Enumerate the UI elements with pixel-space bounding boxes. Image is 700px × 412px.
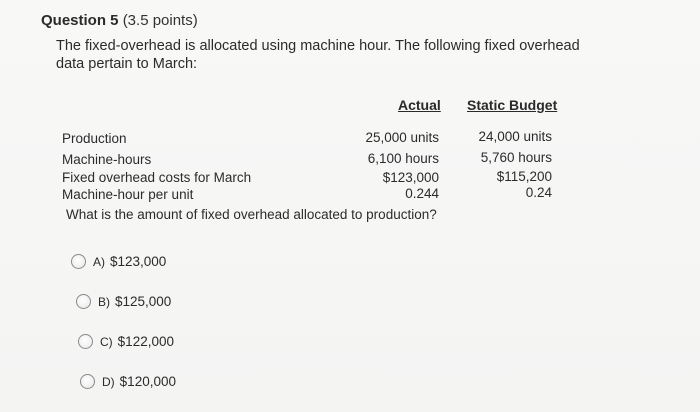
- budget-machine-hour-per-unit: 0.24: [525, 185, 552, 200]
- question-title: [41, 12, 198, 29]
- row-label-machine-hour-per-unit: Machine-hour per unit: [62, 187, 194, 202]
- option-d[interactable]: [80, 374, 176, 389]
- row-label-machine-hours: Machine-hours: [62, 152, 152, 167]
- actual-production: 25,000 units: [365, 130, 439, 145]
- option-letter: D): [102, 374, 115, 389]
- radio-button-c[interactable]: [78, 334, 93, 349]
- option-value: $120,000: [119, 374, 176, 389]
- budget-machine-hours: 5,760 hours: [480, 150, 552, 165]
- question-intro: The fixed-overhead is allocated using machine hour. The following fixed overhead data pertain to March:: [56, 38, 580, 72]
- row-label-production: Production: [62, 131, 127, 146]
- question-points: (3.5 points): [122, 12, 198, 29]
- question-number: Question 5: [41, 12, 119, 29]
- row-label-fixed-overhead: Fixed overhead costs for March: [62, 170, 252, 185]
- actual-fixed-overhead: $123,000: [382, 170, 439, 185]
- column-header-actual: Actual: [398, 97, 441, 113]
- budget-fixed-overhead: $115,200: [496, 169, 552, 184]
- column-header-static-budget: Static Budget: [467, 97, 558, 113]
- actual-machine-hours: 6,100 hours: [367, 151, 439, 166]
- option-a[interactable]: [71, 254, 166, 269]
- option-value: $123,000: [110, 254, 167, 269]
- budget-production: 24,000 units: [478, 129, 552, 144]
- option-b[interactable]: [76, 294, 171, 309]
- radio-button-a[interactable]: [71, 254, 86, 269]
- option-letter: B): [98, 294, 110, 309]
- option-letter: A): [93, 254, 105, 269]
- option-value: $122,000: [117, 334, 174, 349]
- option-letter: C): [100, 334, 113, 349]
- radio-button-d[interactable]: [80, 374, 95, 389]
- actual-machine-hour-per-unit: 0.244: [405, 186, 439, 201]
- option-c[interactable]: [78, 334, 174, 349]
- radio-button-b[interactable]: [76, 294, 91, 309]
- option-value: $125,000: [115, 294, 172, 309]
- question-prompt: What is the amount of fixed overhead allocated to production?: [66, 207, 437, 222]
